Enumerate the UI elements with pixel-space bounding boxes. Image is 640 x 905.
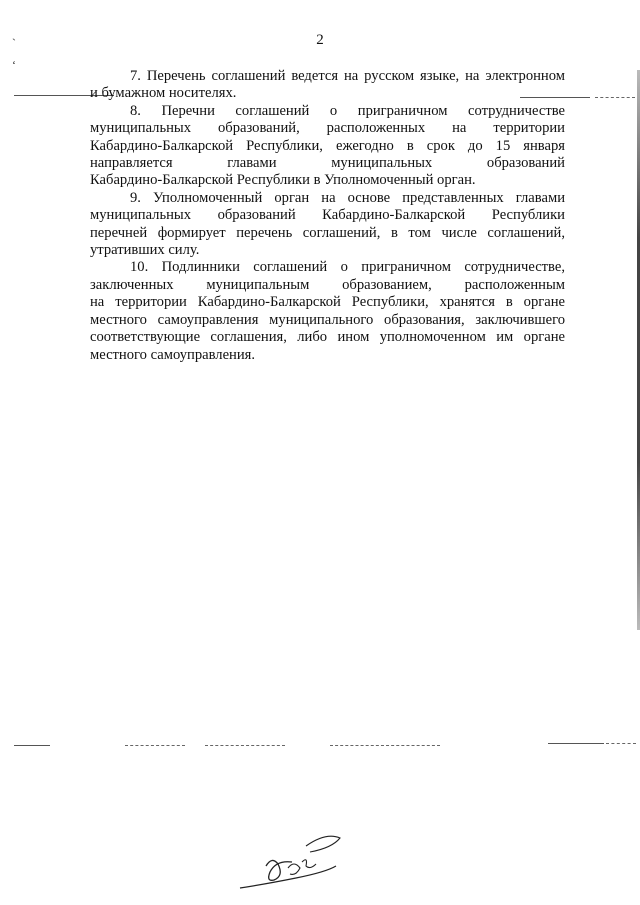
text-line: 10. Подлинники соглашений о приграничном сотрудничестве, (130, 259, 565, 276)
text-line: местного самоуправления муниципального образования, заключившего (90, 311, 565, 328)
document-body (90, 68, 565, 364)
scan-artifact-line (548, 743, 604, 744)
text-line: заключенных муниципальным образованием, расположенным (90, 276, 565, 293)
text-line: муниципальных образований Кабардино-Балкарской Республики (90, 207, 565, 224)
scan-artifact-line (330, 745, 440, 747)
text-line: 7. Перечень соглашений ведется на русском языке, на электронном (130, 68, 565, 84)
text-line: местного самоуправления. (90, 346, 256, 363)
paragraph-10 (90, 259, 565, 363)
scan-artifact-line (14, 745, 50, 746)
text-line: соответствующие соглашения, либо ином уполномоченном им органе (90, 329, 565, 346)
scan-artifact-line (205, 745, 285, 747)
text-line: 9. Уполномоченный орган на основе представленных главами (130, 189, 565, 206)
paragraph-7 (90, 68, 565, 103)
text-line: Кабардино-Балкарской Республики в Уполномоченный орган. (90, 172, 476, 189)
paragraph-9 (90, 190, 565, 260)
scan-artifact-line (606, 743, 636, 745)
handwritten-signature (236, 826, 346, 896)
text-line: перечней формирует перечень соглашений, в том числе соглашений, (90, 224, 565, 241)
text-line: направляется главами муниципальных образований (90, 155, 565, 172)
scan-mark: ʻ (12, 58, 16, 72)
text-line: муниципальных образований, расположенных на территории (90, 120, 565, 137)
text-line: на территории Кабардино-Балкарской Республики, хранятся в органе (90, 294, 565, 311)
scan-artifact-line (595, 97, 635, 99)
scan-artifact-line (125, 745, 185, 747)
text-line: 8. Перечни соглашений о приграничном сотрудничестве (130, 102, 565, 119)
scan-mark: ` (12, 36, 16, 50)
page-number: 2 (316, 32, 324, 48)
paragraph-8 (90, 103, 565, 190)
text-line: утративших силу. (90, 242, 200, 259)
text-line: и бумажном носителях. (90, 85, 237, 102)
text-line: Кабардино-Балкарской Республики, ежегодно в срок до 15 января (90, 137, 565, 154)
